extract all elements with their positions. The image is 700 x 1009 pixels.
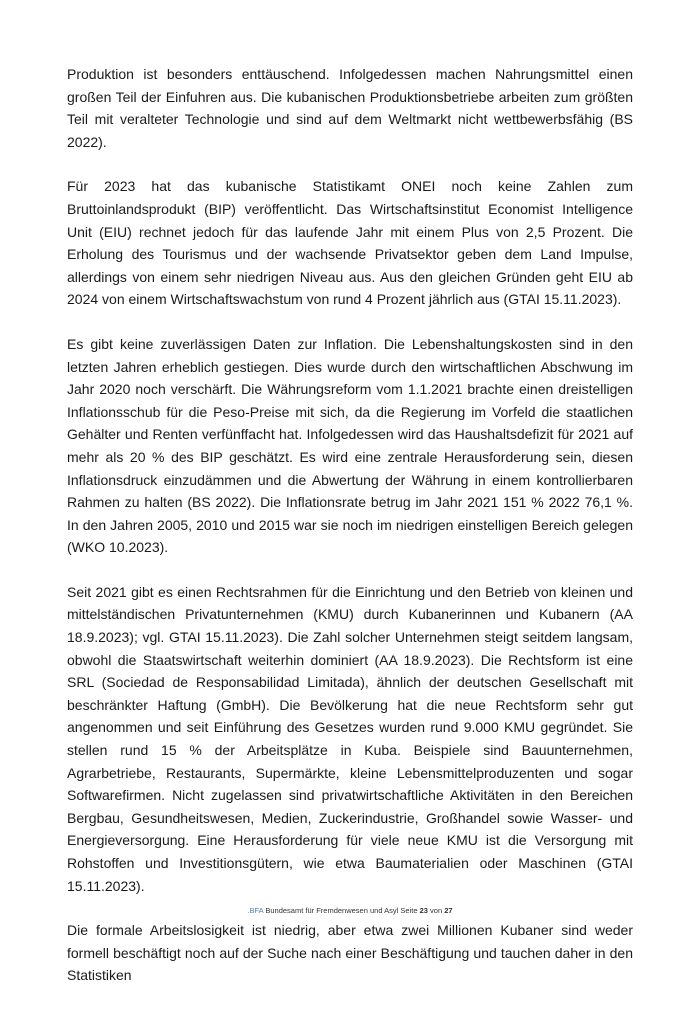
paragraph-unemployment: Die formale Arbeitslosigkeit ist niedrig, aber etwa zwei Millionen Kubaner sind weder formell beschäftigt noch auf der Suche nach einer Beschäftigung und tauchen daher in den Statistiken (67, 922, 633, 984)
paragraph-production: Produktion ist besonders enttäuschend. Infolgedessen machen Nahrungsmittel einen großen Teil der Einfuhren aus. Die kubanischen Produktionsbetriebe arbeiten zum größten Teil mit veralteter Technologie und sind auf dem Weltmarkt nicht wettbewerbsfähig (BS 2022). (67, 66, 633, 150)
footer-org: Bundesamt für Fremdenwesen und Asyl Seite (263, 906, 420, 915)
footer-page-total: 27 (444, 906, 453, 915)
footer-of: von (427, 906, 445, 915)
paragraph-gdp: Für 2023 hat das kubanische Statistikamt ONEI noch keine Zahlen zum Bruttoinlandsprodukt (BIP) veröffentlicht. Das Wirtschaftsinstitut Economist Intelligence Unit (EIU) rechnet jedoch für das laufende Jahr mit einem Plus von 2,5 Prozent. Die Erholung des Tourismus und der wachsende Privatsektor geben dem Land Impulse, allerdings von einem sehr niedrigen Niveau aus. Aus den gleichen Gründen geht EIU ab 2024 von einem Wirtschaftswachstum von rund 4 Prozent jährlich aus (GTAI 15.11.2023). (67, 178, 633, 308)
paragraph-inflation: Es gibt keine zuverlässigen Daten zur Inflation. Die Lebenshaltungskosten sind in den letzten Jahren erheblich gestiegen. Dies wurde durch den wirtschaftlichen Abschwung im Jahr 2020 noch verschärft. Die Währungsreform vom 1.1.2021 brachte einen dreistelligen Inflationsschub für die Peso-Preise mit sich, da die Regierung im Vorfeld die staatlichen Gehälter und Renten verfünffacht hat. Infolgedessen wird das Haushaltsdefizit für 2021 auf mehr als 20 % des BIP geschätzt. Es wird eine zentrale Herausforderung sein, diesen Inflationsdruck einzudämmen und die Abwertung der Währung in einem kontrollierbaren Rahmen zu halten (BS 2022). Die Inflationsrate betrug im Jahr 2021 151 % 2022 76,1 %. In den Jahren 2005, 2010 und 2015 war sie noch im niedrigen einstelligen Bereich gelegen (WKO 10.2023). (67, 335, 633, 556)
page-footer (0, 906, 700, 915)
footer-page-number: 23 (419, 906, 428, 915)
paragraph-sme: Seit 2021 gibt es einen Rechtsrahmen für die Einrichtung und den Betrieb von kleinen und mittelständischen Privatunternehmen (KMU) durch Kubanerinnen und Kubanern (AA 18.9.2023); vgl. GTAI 15.11.2023). Die Zahl solcher Unternehmen steigt seitdem langsam, obwohl die Staatswirtschaft weiterhin dominiert (AA 18.9.2023). Die Rechtsform ist eine SRL (Sociedad de Responsabilidad Limitada), ähnlich der deutschen Gesellschaft mit beschränkter Haftung (GmbH). Die Bevölkerung hat die neue Rechtsform sehr gut angenommen und seit Einführung des Gesetzes wurden rund 9.000 KMU gegründet. Sie stellen rund 15 % der Arbeitsplätze in Kuba. Beispiele sind Bauunternehmen, Agrarbetriebe, Restaurants, Supermärkte, kleine Lebensmittelproduzenten und sogar Softwarefirmen. Nicht zugelassen sind privatwirtschaftliche Aktivitäten in den Bereichen Bergbau, Gesundheitswesen, Medien, Zuckerindustrie, Großhandel sowie Wasser- und Energieversorgung. Eine Herausforderung für viele neue KMU ist die Versorgung mit Rohstoffen und Investitionsgütern, wie etwa Baumaterialien oder Maschinen (GTAI 15.11.2023). (67, 583, 633, 894)
document-body (67, 63, 633, 1009)
footer-brand: .BFA (247, 906, 264, 915)
